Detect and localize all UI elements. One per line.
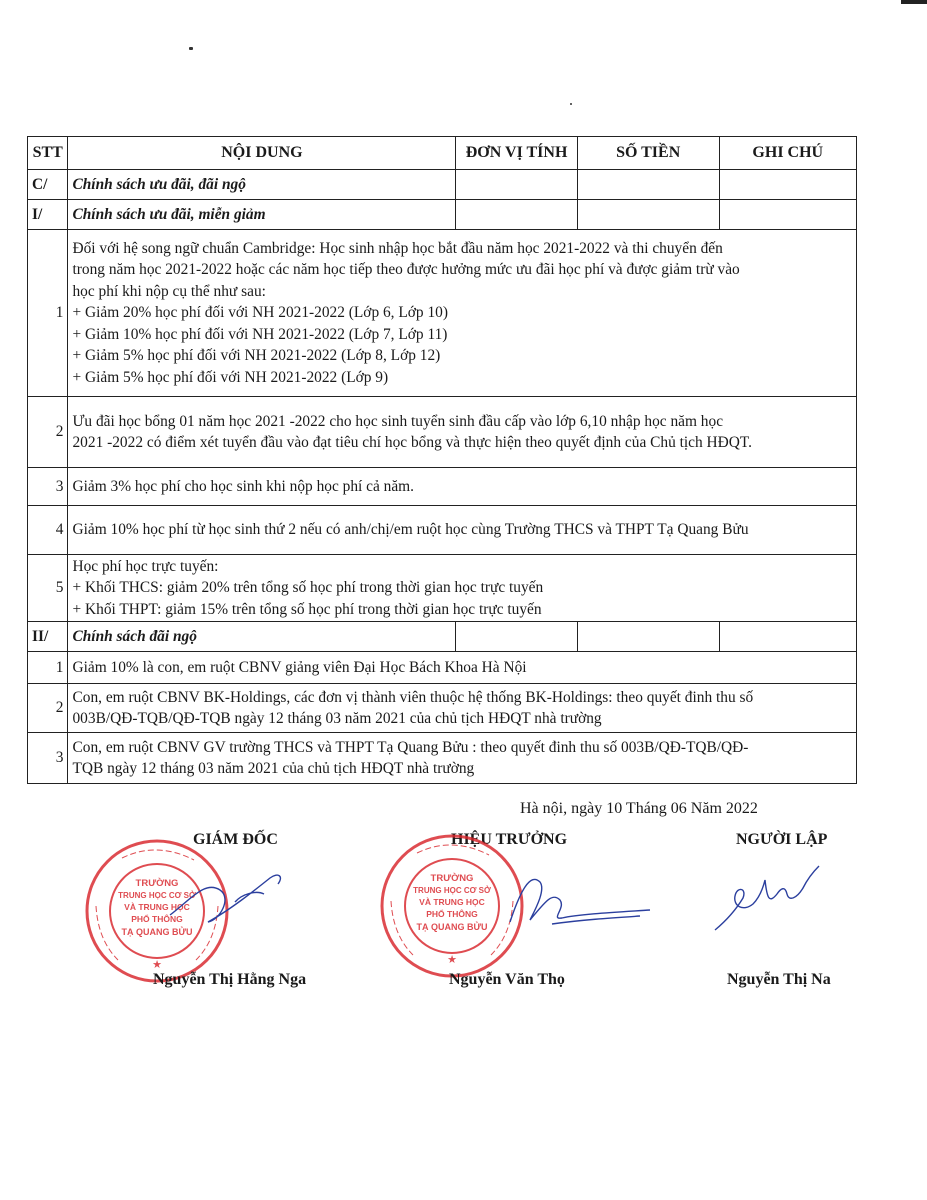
- signature-title-principal: HIỆU TRƯỞNG: [451, 831, 568, 848]
- signature-principal: [490, 862, 660, 942]
- empty-cell: [577, 622, 719, 652]
- svg-text:TRUNG HỌC CƠ SỞ: TRUNG HỌC CƠ SỞ: [413, 886, 491, 895]
- row-line: học phí khi nộp cụ thể như sau:: [72, 282, 266, 300]
- table-row: [28, 652, 857, 684]
- scan-speck: [570, 103, 572, 105]
- table-row: [28, 733, 857, 784]
- row-line: Con, em ruột CBNV GV trường THCS và THPT Tạ Quang Bửu : theo quyết đinh thu số 003B/QĐ-TQB/QĐ-: [72, 738, 749, 756]
- section-title: Chính sách đãi ngộ: [68, 622, 456, 652]
- empty-cell: [719, 170, 856, 200]
- svg-text:TRUNG HỌC CƠ SỞ: TRUNG HỌC CƠ SỞ: [118, 891, 196, 900]
- empty-cell: [456, 170, 577, 200]
- row-line: + Giảm 10% học phí đối với NH 2021-2022 (Lớp 7, Lớp 11): [72, 325, 448, 343]
- row-content: [68, 652, 857, 684]
- signer-name-principal: Nguyễn Văn Thọ: [449, 971, 565, 988]
- empty-cell: [577, 200, 719, 230]
- empty-cell: [577, 170, 719, 200]
- table-row: [28, 506, 857, 555]
- svg-text:PHỔ THÔNG: PHỔ THÔNG: [426, 909, 478, 919]
- svg-text:TRƯỜNG: TRƯỜNG: [135, 878, 179, 889]
- row-content: [68, 506, 857, 555]
- row-number: 4: [28, 506, 68, 555]
- svg-text:VÀ TRUNG HỌC: VÀ TRUNG HỌC: [124, 902, 190, 912]
- row-line: + Khối THPT: giảm 15% trên tổng số học phí trong thời gian học trực tuyến: [72, 600, 542, 618]
- svg-text:★: ★: [152, 959, 162, 971]
- empty-cell: [456, 200, 577, 230]
- header-stt: STT: [28, 137, 68, 170]
- row-line: + Khối THCS: giảm 20% trên tổng số học phí trong thời gian học trực tuyến: [72, 579, 544, 597]
- row-content: [68, 397, 857, 468]
- row-line: + Giảm 5% học phí đối với NH 2021-2022 (Lớp 9): [72, 368, 389, 386]
- row-line: Học phí học trực tuyến:: [72, 557, 219, 575]
- row-number: 3: [28, 468, 68, 506]
- header-note: GHI CHÚ: [719, 137, 856, 170]
- row-line: Giảm 3% học phí cho học sinh khi nộp học phí cả năm.: [72, 477, 415, 495]
- row-content: [68, 555, 857, 622]
- header-content: NỘI DUNG: [68, 137, 456, 170]
- row-line: 2021 -2022 có điểm xét tuyển đầu vào đạt tiêu chí học bổng và thực hiện theo quyết định của Chủ tịch HĐQT.: [72, 434, 753, 451]
- row-line: Con, em ruột CBNV BK-Holdings, các đơn vị thành viên thuộc hệ thống BK-Holdings: theo quyết đinh thu số: [72, 688, 754, 706]
- svg-text:PHỔ THÔNG: PHỔ THÔNG: [131, 914, 183, 924]
- table-row: [28, 684, 857, 733]
- table-row: [28, 468, 857, 506]
- row-line: Đối với hệ song ngữ chuẩn Cambridge: Học sinh nhập học bắt đầu năm học 2021-2022 và thi chuyển đến: [72, 239, 723, 257]
- row-content: [68, 684, 857, 733]
- row-number: 1: [28, 652, 68, 684]
- signature-title-director: GIÁM ĐỐC: [193, 831, 278, 848]
- row-line: trong năm học 2021-2022 hoặc các năm học tiếp theo được hưởng mức ưu đãi học phí và được giảm trừ vào: [72, 261, 740, 279]
- section-title: Chính sách ưu đãi, miễn giảm: [68, 200, 456, 230]
- svg-text:TẠ QUANG BỬU: TẠ QUANG BỬU: [121, 927, 193, 937]
- svg-text:TRƯỜNG: TRƯỜNG: [430, 873, 474, 884]
- policy-table: [27, 136, 857, 784]
- row-number: 5: [28, 555, 68, 622]
- row-content: [68, 468, 857, 506]
- scan-corner-mark: [901, 0, 927, 4]
- scan-speck: [189, 47, 193, 50]
- row-line: TQB ngày 12 tháng 03 năm 2021 của chủ tịch HĐQT nhà trường: [72, 760, 475, 777]
- row-line: Giảm 10% là con, em ruột CBNV giảng viên Đại Học Bách Khoa Hà Nội: [72, 658, 527, 676]
- table-row: [28, 230, 857, 397]
- row-content: [68, 733, 857, 784]
- header-unit: ĐƠN VỊ TÍNH: [456, 137, 577, 170]
- header-amount: SỐ TIỀN: [577, 137, 719, 170]
- row-line: Ưu đãi học bổng 01 năm học 2021 -2022 cho học sinh tuyển sinh đầu cấp vào lớp 6,10 nhập học năm học: [72, 412, 724, 430]
- section-row: [28, 622, 857, 652]
- row-number: 2: [28, 684, 68, 733]
- table-row: [28, 397, 857, 468]
- svg-text:★: ★: [447, 954, 457, 966]
- section-row: [28, 200, 857, 230]
- empty-cell: [719, 622, 856, 652]
- row-number: 1: [28, 230, 68, 397]
- signature-director: [160, 860, 290, 940]
- section-title: Chính sách ưu đãi, đãi ngộ: [68, 170, 456, 200]
- section-number: I/: [28, 200, 68, 230]
- section-number: II/: [28, 622, 68, 652]
- row-line: + Giảm 20% học phí đối với NH 2021-2022 (Lớp 6, Lớp 10): [72, 304, 448, 322]
- signature-title-preparer: NGƯỜI LẬP: [736, 831, 828, 848]
- signer-name-director: Nguyễn Thị Hằng Nga: [153, 971, 307, 988]
- row-line: Giảm 10% học phí từ học sinh thứ 2 nếu có anh/chị/em ruột học cùng Trường THCS và THPT Tạ Quang Bửu: [72, 521, 749, 539]
- section-number: C/: [28, 170, 68, 200]
- row-line: 003B/QĐ-TQB/QĐ-TQB ngày 12 tháng 03 năm 2021 của chủ tịch HĐQT nhà trường: [72, 710, 602, 727]
- row-line: + Giảm 5% học phí đối với NH 2021-2022 (Lớp 8, Lớp 12): [72, 347, 441, 365]
- date-line: Hà nội, ngày 10 Tháng 06 Năm 2022: [520, 800, 758, 817]
- svg-text:VÀ TRUNG HỌC: VÀ TRUNG HỌC: [419, 897, 485, 907]
- signature-preparer: [707, 858, 837, 938]
- section-row: [28, 170, 857, 200]
- empty-cell: [719, 200, 856, 230]
- svg-text:TẠ QUANG BỬU: TẠ QUANG BỬU: [416, 922, 488, 932]
- row-number: 2: [28, 397, 68, 468]
- table-header-row: [28, 137, 857, 170]
- row-content: [68, 230, 857, 397]
- table-row: [28, 555, 857, 622]
- row-number: 3: [28, 733, 68, 784]
- empty-cell: [456, 622, 577, 652]
- signer-name-preparer: Nguyễn Thị Na: [727, 971, 831, 988]
